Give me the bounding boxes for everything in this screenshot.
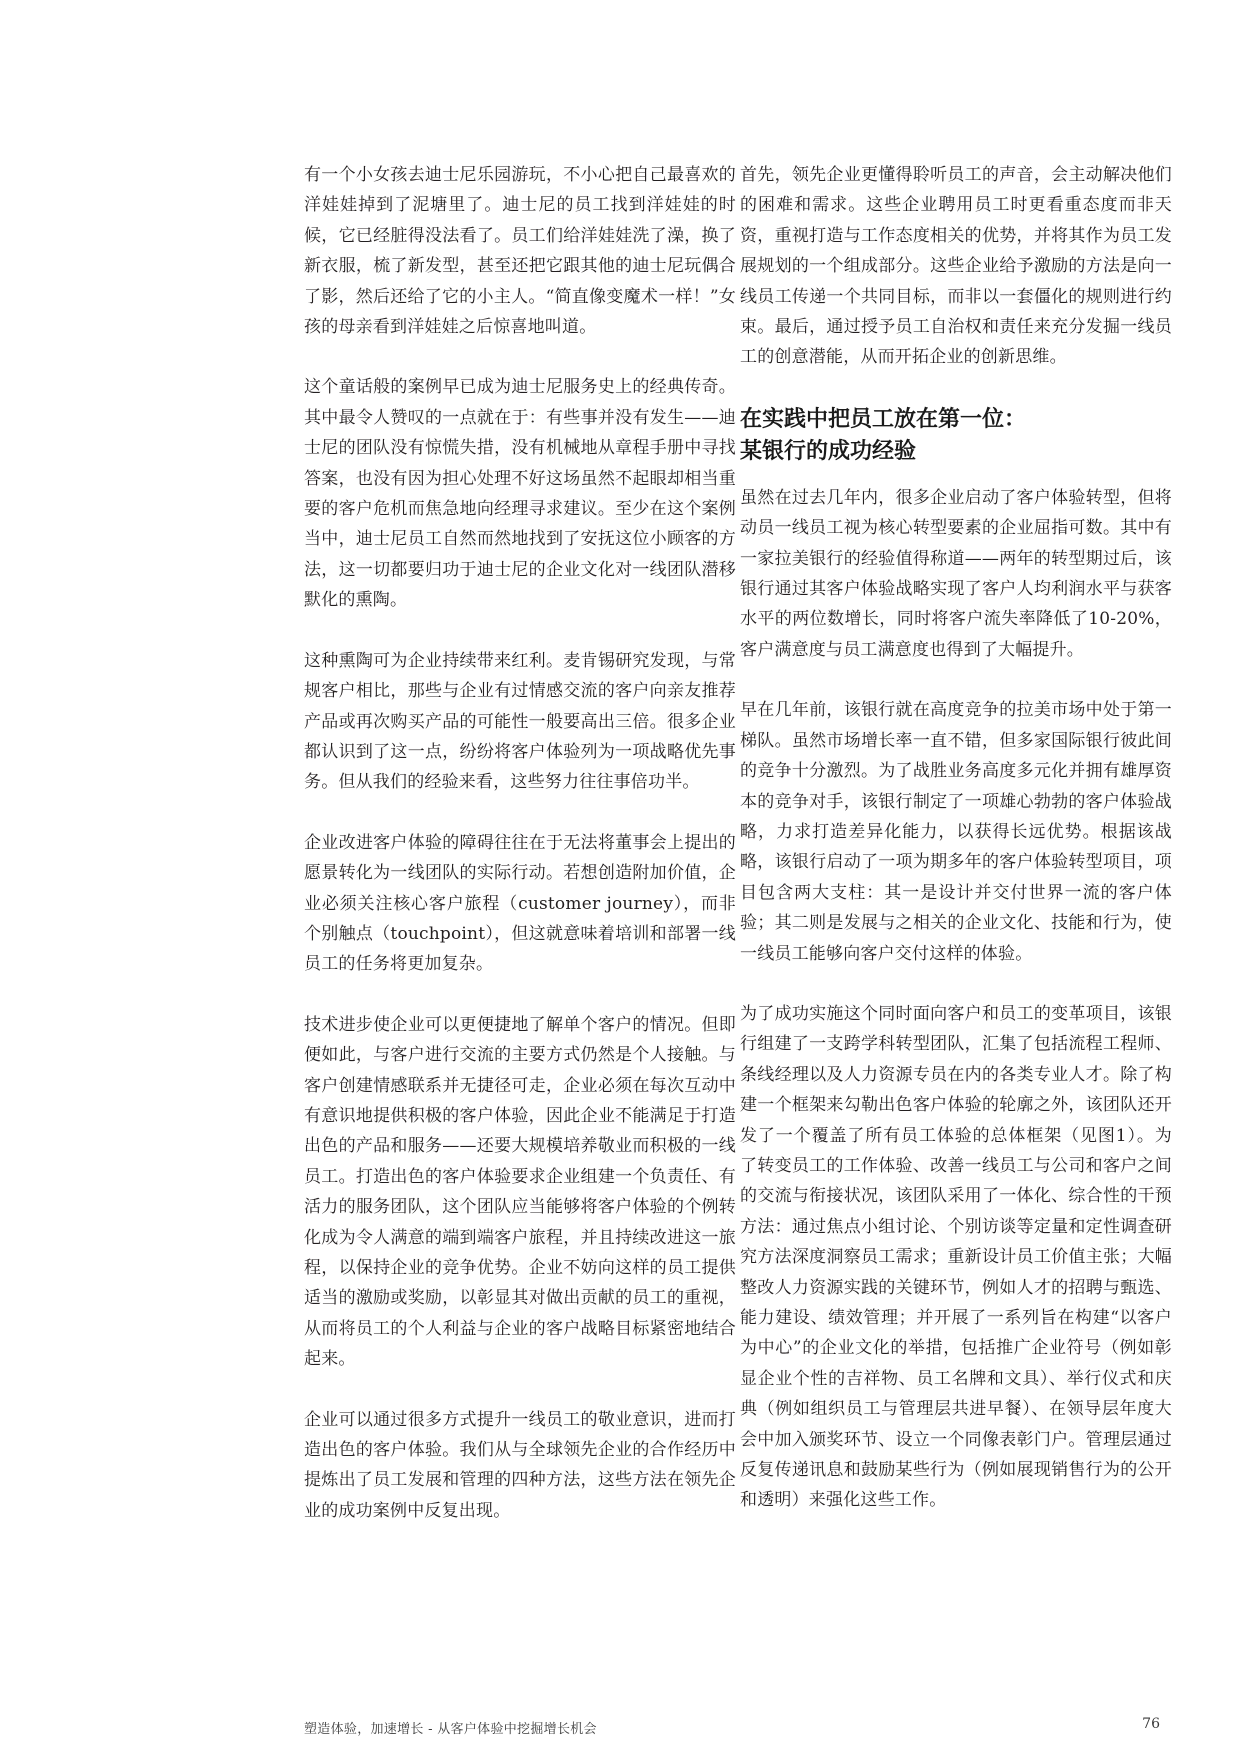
section-heading-line-2: 某银行的成功经验 (740, 437, 917, 464)
body-paragraph: 这个童话般的案例早已成为迪士尼服务史上的经典传奇。其中最令人赞叹的一点就在于：有些事并没有发生——迪士尼的团队没有惊慌失措，没有机械地从章程手册中寻找答案，也没有因为担心处理不好这场虽然不起眼却相当重要的客户危机而焦急地向经理寻求建议。至少在这个案例当中，迪士尼员工自然而然地找到了安抚这位小顾客的方法，这一切都要归功于迪士尼的企业文化对一线团队潜移默化的熏陶。 (304, 377, 736, 611)
page-number: 76 (1142, 1716, 1160, 1732)
right-column (740, 160, 1172, 1546)
left-column (304, 160, 736, 1556)
intro-paragraph: 首先，领先企业更懂得聆听员工的声音，会主动解决他们的困难和需求。这些企业聘用员工时更看重态度而非天资，重视打造与工作态度相关的优势，并将其作为员工发展规划的一个组成部分。这些企业给予激励的方法是向一线员工传递一个共同目标，而非以一套僵化的规则进行约束。最后，通过授予员工自治权和责任来充分发掘一线员工的创意潜能，从而开拓企业的创新思维。 (740, 165, 1172, 368)
body-paragraph: 有一个小女孩去迪士尼乐园游玩，不小心把自己最喜欢的洋娃娃掉到了泥塘里了。迪士尼的员工找到洋娃娃的时候，它已经脏得没法看了。员工们给洋娃娃洗了澡，换了新衣服，梳了新发型，甚至还把它跟其他的迪士尼玩偶合了影，然后还给了它的小主人。“简直像变魔术一样！”女孩的母亲看到洋娃娃之后惊喜地叫道。 (304, 165, 736, 338)
body-paragraph: 技术进步使企业可以更便捷地了解单个客户的情况。但即便如此，与客户进行交流的主要方式仍然是个人接触。与客户创建情感联系并无捷径可走，企业必须在每次互动中有意识地提供积极的客户体验，因此企业不能满足于打造出色的产品和服务——还要大规模培养敬业而积极的一线员工。打造出色的客户体验要求企业组建一个负责任、有活力的服务团队，这个团队应当能够将客户体验的个例转化成为令人满意的端到端客户旅程，并且持续改进这一旅程，以保持企业的竞争优势。企业不妨向这样的员工提供适当的激励或奖励，以彰显其对做出贡献的员工的重视，从而将员工的个人利益与企业的客户战略目标紧密地结合起来。 (304, 1014, 736, 1370)
body-paragraph: 企业可以通过很多方式提升一线员工的敬业意识，进而打造出色的客户体验。我们从与全球领先企业的合作经历中提炼出了员工发展和管理的四种方法，这些方法在领先企业的成功案例中反复出现。 (304, 1409, 736, 1521)
body-paragraph: 早在几年前，该银行就在高度竞争的拉美市场中处于第一梯队。虽然市场增长率一直不错，但多家国际银行彼此间的竞争十分激烈。为了战胜业务高度多元化并拥有雄厚资本的竞争对手，该银行制定了一项雄心勃勃的客户体验战略，力求打造差异化能力，以获得长远优势。根据该战略，该银行启动了一项为期多年的客户体验转型项目，项目包含两大支柱：其一是设计并交付世界一流的客户体验；其二则是发展与之相关的企业文化、技能和行为，使一线员工能够向客户交付这样的体验。 (740, 700, 1172, 964)
section-heading (740, 403, 1172, 467)
body-paragraph: 企业改进客户体验的障碍往往在于无法将董事会上提出的愿景转化为一线团队的实际行动。若想创造附加价值，企业必须关注核心客户旅程（customer journey），而非个别触点（touchpoint），但这就意味着培训和部署一线员工的任务将更加复杂。 (304, 832, 736, 975)
section-heading-line-1: 在实践中把员工放在第一位： (740, 405, 1027, 432)
body-paragraph: 为了成功实施这个同时面向客户和员工的变革项目，该银行组建了一支跨学科转型团队，汇集了包括流程工程师、条线经理以及人力资源专员在内的各类专业人才。除了构建一个框架来勾勒出色客户体验的轮廓之外，该团队还开发了一个覆盖了所有员工体验的总体框架（见图1）。为了转变员工的工作体验、改善一线员工与公司和客户之间的交流与衔接状况，该团队采用了一体化、综合性的干预方法：通过焦点小组讨论、个别访谈等定量和定性调查研究方法深度洞察员工需求；重新设计员工价值主张；大幅整改人力资源实践的关键环节，例如人才的招聘与甄选、能力建设、绩效管理；并开展了一系列旨在构建“以客户为中心”的企业文化的举措，包括推广企业符号（例如彰显企业个性的吉祥物、员工名牌和文具）、举行仪式和庆典（例如组织员工与管理层共进早餐）、在领导层年度大会中加入颁奖环节、设立一个同像表彰门户。管理层通过反复传递讯息和鼓励某些行为（例如展现销售行为的公开和透明）来强化这些工作。 (740, 1003, 1172, 1511)
footer-report-title: 塑造体验，加速增长 - 从客户体验中挖掘增长机会 (304, 1722, 597, 1737)
body-paragraph: 虽然在过去几年内，很多企业启动了客户体验转型，但将动员一线员工视为核心转型要素的企业屈指可数。其中有一家拉美银行的经验值得称道——两年的转型期过后，该银行通过其客户体验战略实现了客户人均利润水平与获客水平的两位数增长，同时将客户流失率降低了10-20%，客户满意度与员工满意度也得到了大幅提升。 (740, 487, 1172, 660)
body-paragraph: 这种熏陶可为企业持续带来红利。麦肯锡研究发现，与常规客户相比，那些与企业有过情感交流的客户向亲友推荐产品或再次购买产品的可能性一般要高出三倍。很多企业都认识到了这一点，纷纷将客户体验列为一项战略优先事务。但从我们的经验来看，这些努力往往事倍功半。 (304, 650, 736, 793)
